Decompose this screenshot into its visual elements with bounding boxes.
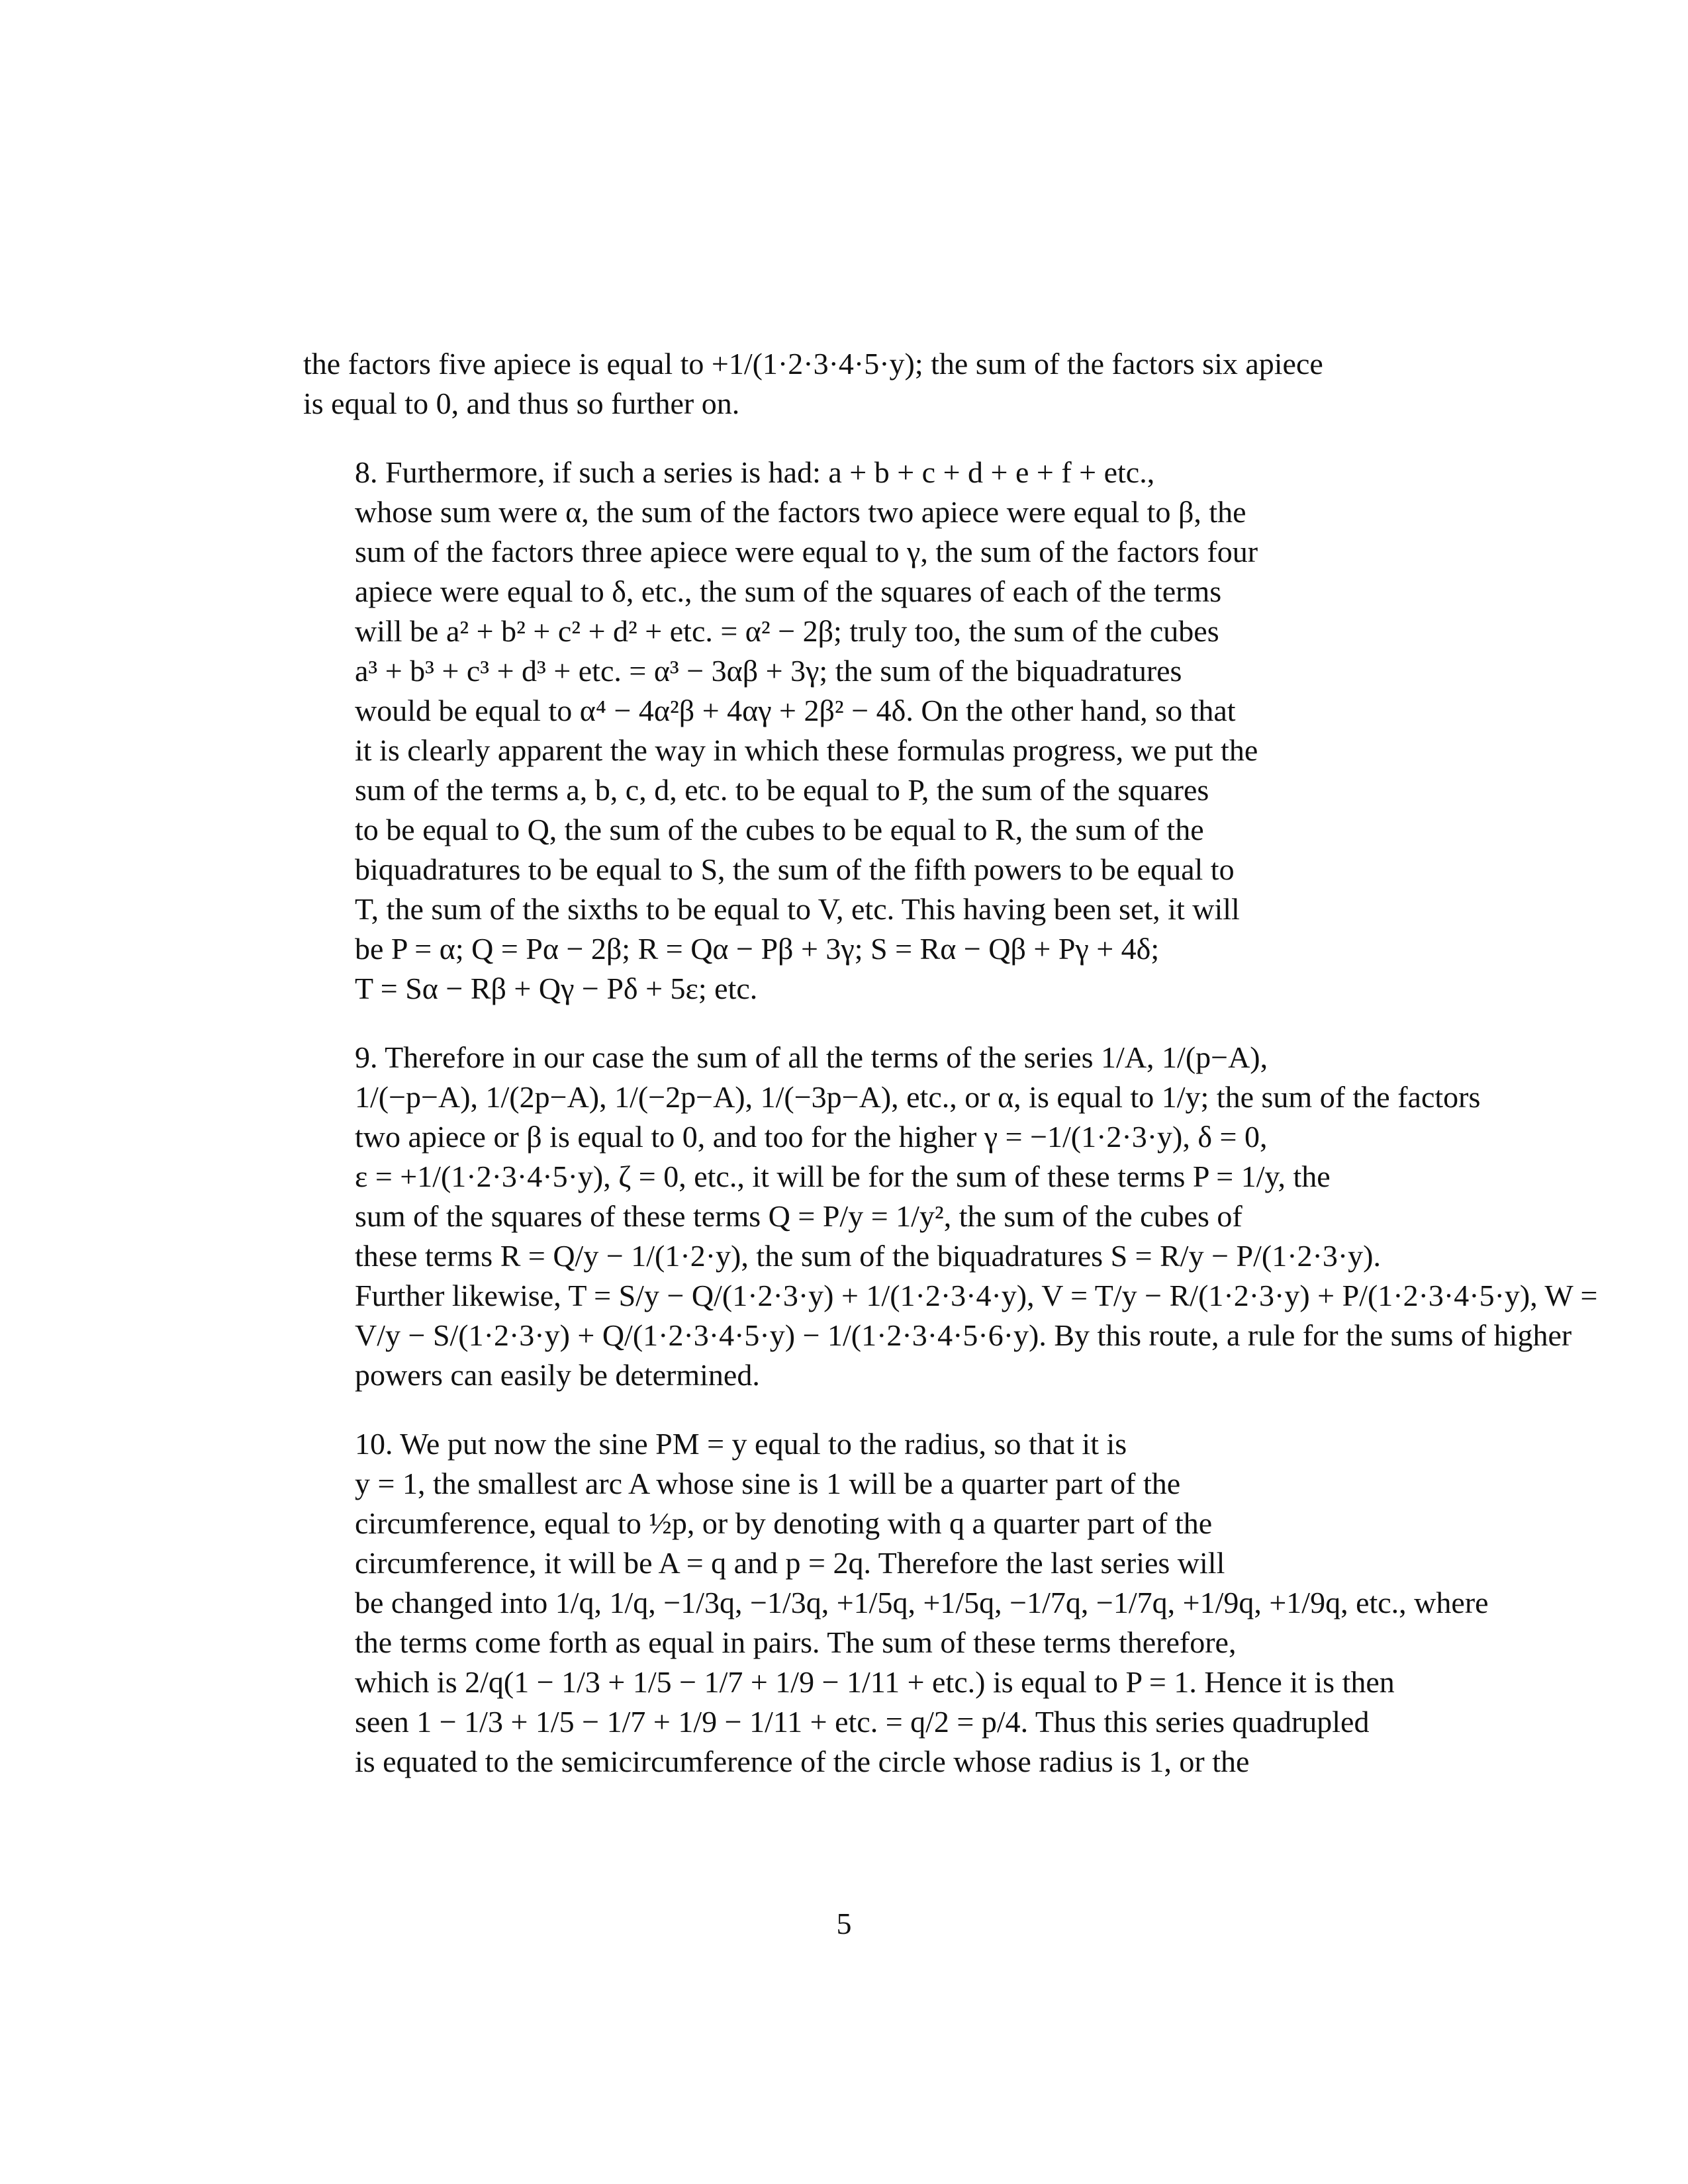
text-line: V/y − S/(1·2·3·y) + Q/(1·2·3·4·5·y) − 1/(1·2·3·4·5·6·y). By this route, a rule for the sums of higher	[355, 1318, 1572, 1352]
text-line: the factors five apiece is equal to +1/(1·2·3·4·5·y); the sum of the factors six apiece	[303, 347, 1323, 381]
paragraph-continuation	[303, 344, 1369, 424]
text-line: seen 1 − 1/3 + 1/5 − 1/7 + 1/9 − 1/11 + etc. = q/2 = p/4. Thus this series quadrupled	[355, 1705, 1370, 1739]
text-line: biquadratures to be equal to S, the sum of the fifth powers to be equal to	[355, 852, 1235, 886]
text-line: sum of the factors three apiece were equal to γ, the sum of the factors four	[355, 535, 1258, 569]
text-line: sum of the squares of these terms Q = P/y = 1/y², the sum of the cubes of	[355, 1199, 1243, 1233]
text-line: 10. We put now the sine PM = y equal to the radius, so that it is	[355, 1427, 1127, 1461]
text-line: it is clearly apparent the way in which these formulas progress, we put the	[355, 733, 1258, 767]
text-line: apiece were equal to δ, etc., the sum of the squares of each of the terms	[355, 574, 1222, 608]
text-line: y = 1, the smallest arc A whose sine is 1 will be a quarter part of the	[355, 1467, 1181, 1500]
text-line: will be a² + b² + c² + d² + etc. = α² − 2β; truly too, the sum of the cubes	[355, 614, 1219, 648]
page-body	[303, 344, 1598, 1782]
paragraph-9	[303, 1038, 1598, 1395]
text-line: to be equal to Q, the sum of the cubes to be equal to R, the sum of the	[355, 813, 1204, 846]
text-line: 1/(−p−A), 1/(2p−A), 1/(−2p−A), 1/(−3p−A), etc., or α, is equal to 1/y; the sum of the factors	[355, 1080, 1481, 1114]
text-line: the terms come forth as equal in pairs. The sum of these terms therefore,	[355, 1625, 1237, 1659]
text-line: be P = α; Q = Pα − 2β; R = Qα − Pβ + 3γ; S = Rα − Qβ + Pγ + 4δ;	[355, 932, 1160, 966]
text-line: be changed into 1/q, 1/q, −1/3q, −1/3q, +1/5q, +1/5q, −1/7q, −1/7q, +1/9q, +1/9q, etc., where	[355, 1586, 1489, 1619]
text-line: T, the sum of the sixths to be equal to V, etc. This having been set, it will	[355, 892, 1240, 926]
page-number: 5	[836, 1907, 852, 1940]
paragraph-8	[303, 453, 1369, 1009]
text-line: whose sum were α, the sum of the factors two apiece were equal to β, the	[355, 495, 1246, 529]
text-line: would be equal to α⁴ − 4α²β + 4αγ + 2β² − 4δ. On the other hand, so that	[355, 694, 1236, 727]
text-line: is equal to 0, and thus so further on.	[303, 387, 740, 420]
text-line: powers can easily be determined.	[355, 1358, 760, 1392]
paragraph-10	[303, 1424, 1489, 1782]
text-line: Further likewise, T = S/y − Q/(1·2·3·y) + 1/(1·2·3·4·y), V = T/y − R/(1·2·3·y) + P/(1·2·3·4·5·y), W =	[355, 1279, 1598, 1312]
text-line: T = Sα − Rβ + Qγ − Pδ + 5ε; etc.	[355, 972, 758, 1005]
text-line: which is 2/q(1 − 1/3 + 1/5 − 1/7 + 1/9 − 1/11 + etc.) is equal to P = 1. Hence it is then	[355, 1665, 1395, 1699]
text-line: two apiece or β is equal to 0, and too for the higher γ = −1/(1·2·3·y), δ = 0,	[355, 1120, 1268, 1154]
text-line: circumference, equal to ½p, or by denoting with q a quarter part of the	[355, 1506, 1213, 1540]
text-line: ε = +1/(1·2·3·4·5·y), ζ = 0, etc., it will be for the sum of these terms P = 1/y, the	[355, 1160, 1331, 1193]
text-line: a³ + b³ + c³ + d³ + etc. = α³ − 3αβ + 3γ; the sum of the biquadratures	[355, 654, 1182, 688]
text-line: 9. Therefore in our case the sum of all the terms of the series 1/A, 1/(p−A),	[355, 1040, 1268, 1074]
text-line: is equated to the semicircumference of the circle whose radius is 1, or the	[355, 1745, 1250, 1778]
text-line: 8. Furthermore, if such a series is had: a + b + c + d + e + f + etc.,	[355, 455, 1155, 489]
text-line: these terms R = Q/y − 1/(1·2·y), the sum of the biquadratures S = R/y − P/(1·2·3·y).	[355, 1239, 1381, 1273]
text-line: circumference, it will be A = q and p = 2q. Therefore the last series will	[355, 1546, 1225, 1580]
text-line: sum of the terms a, b, c, d, etc. to be equal to P, the sum of the squares	[355, 773, 1209, 807]
